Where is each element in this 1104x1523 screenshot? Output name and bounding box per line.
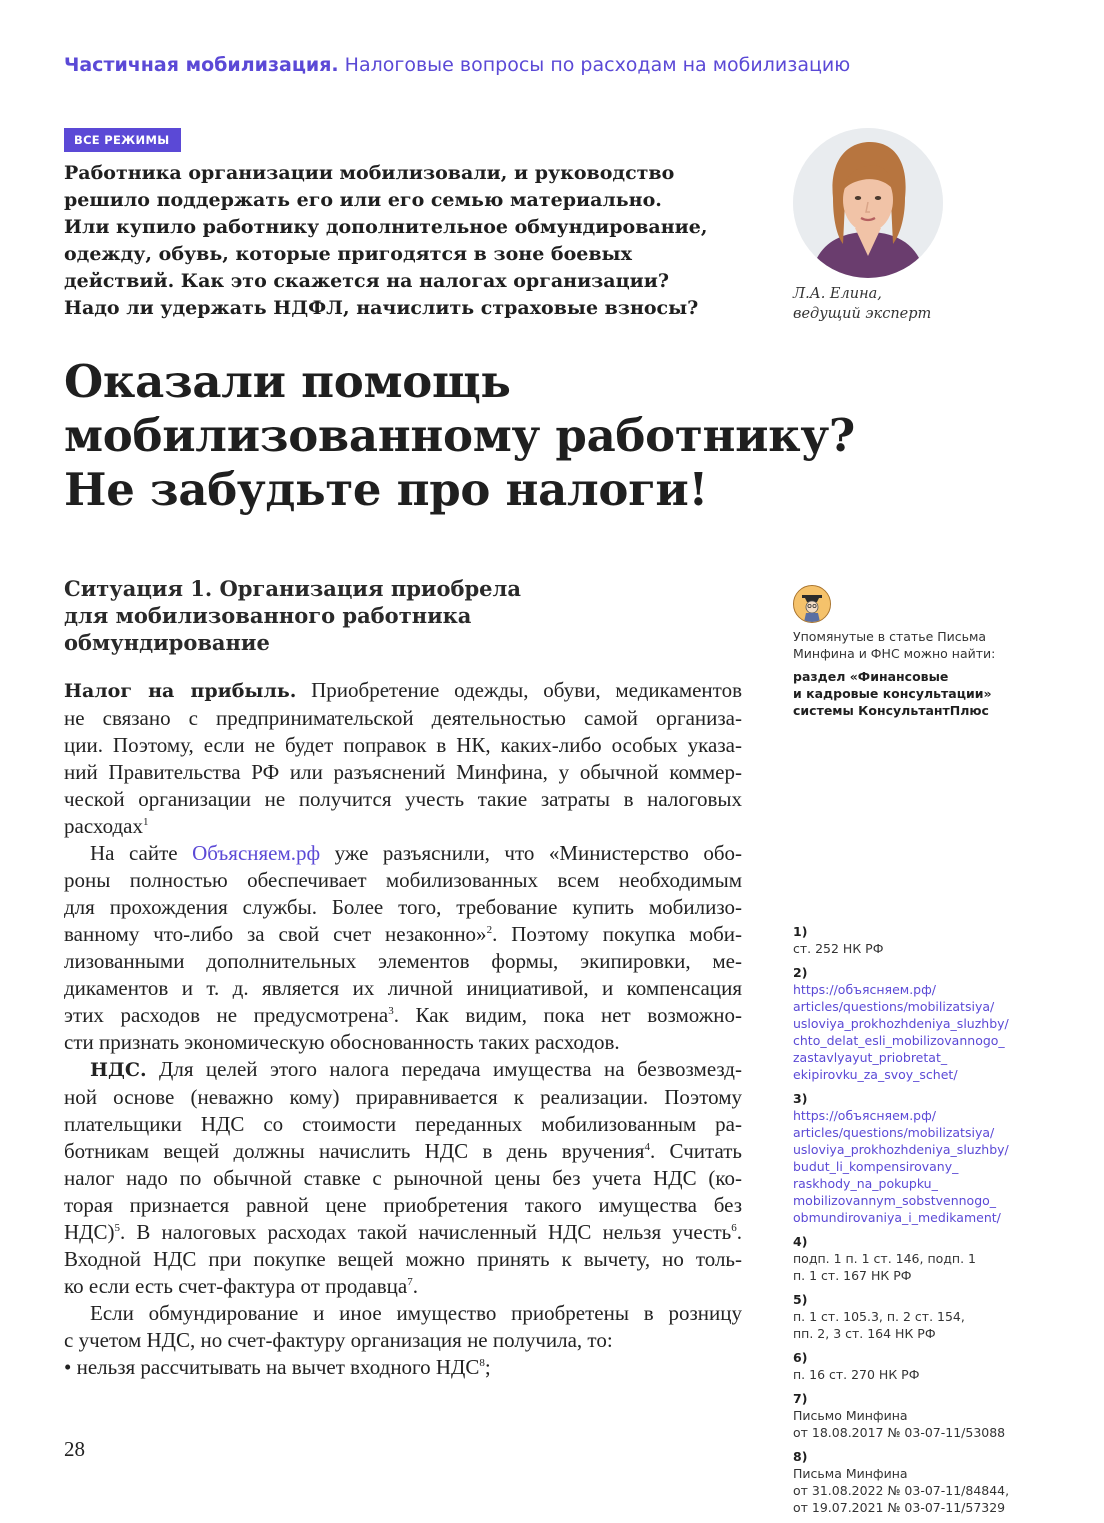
body-line: На сайте Объясняем.рф уже разъяснили, что «Министерство обо- bbox=[90, 841, 743, 865]
lead-line: Или купило работнику дополнительное обмундирование, bbox=[64, 216, 708, 238]
body-line: ко если есть счет-фактура от продавца$^7$. bbox=[64, 1274, 418, 1298]
footnote-3-link[interactable]: https://объясняем.рф/ bbox=[793, 1108, 937, 1123]
body-line: Налог на прибыль. Приобретение одежды, обуви, медикаментов bbox=[64, 678, 742, 702]
footnote-ref: 2 bbox=[486, 924, 493, 936]
body-line: налог надо по обычной ставке с рыночной цены без учета НДС (ко- bbox=[64, 1166, 742, 1190]
situation-line: обмундирование bbox=[64, 630, 270, 655]
author-role: ведущий эксперт bbox=[793, 306, 932, 322]
obyasnyaem-link[interactable]: Объясняем.рф bbox=[192, 841, 321, 865]
lead-paragraph bbox=[64, 160, 764, 322]
vat-label: НДС. bbox=[90, 1059, 147, 1081]
body-line: НДС. Для целей этого налога передача имущества на безвозмезд- bbox=[90, 1057, 742, 1081]
footnote-2: 2) https://объясняем.рф/ articles/questions/mobilizatsiya/ usloviya_prokhozhdeniya_sluzhby/ chto_delat_esli_mobilizovannogo_ zastavlyayut_priobretat_ ekipirovku_za_svoy_schet/ bbox=[793, 964, 1043, 1083]
body-line: ческой организации не получится учесть такие затраты в налоговых bbox=[64, 787, 742, 811]
footnote-4: 4) подп. 1 п. 1 ст. 146, подп. 1 п. 1 ст. 167 НК РФ bbox=[793, 1234, 976, 1283]
profit-tax-label: Налог на прибыль. bbox=[64, 680, 297, 702]
lead-line: Работника организации мобилизовали, и руководство bbox=[64, 162, 675, 184]
side-note-line: Минфина и ФНС можно найти: bbox=[793, 646, 996, 661]
bullet-item: • нельзя рассчитывать на вычет входного НДС$^8$; bbox=[64, 1355, 491, 1379]
footnote-ref: 3 bbox=[388, 1005, 394, 1017]
footnote-ref: 7 bbox=[407, 1276, 413, 1288]
title-line: мобилизованному работнику? bbox=[64, 409, 855, 462]
running-header-section: Частичная мобилизация. bbox=[64, 54, 339, 76]
article-body bbox=[64, 677, 742, 1381]
side-note-bold-line: и кадровые консультации» bbox=[793, 686, 992, 701]
footnote-ref: 1 bbox=[142, 816, 149, 828]
title-line: Оказали помощь bbox=[64, 355, 511, 408]
footnote-ref: 8 bbox=[479, 1357, 485, 1369]
body-line: ной основе (неважно кому) приравнивается к реализации. Поэтому bbox=[64, 1085, 742, 1109]
author-photo bbox=[793, 128, 943, 278]
running-header bbox=[64, 54, 850, 76]
body-line: НДС)$^5$. В налоговых расходах такой начисленный НДС нельзя учесть$^6$. bbox=[64, 1220, 742, 1244]
footnote-ref: 6 bbox=[731, 1222, 737, 1234]
body-line: лизованными дополнительных элементов формы, экипировки, ме- bbox=[64, 949, 742, 973]
sidebar-note bbox=[793, 628, 1033, 719]
lead-line: Надо ли удержать НДФЛ, начислить страховые взносы? bbox=[64, 297, 699, 319]
body-line: сти признать экономическую обоснованность таких расходов. bbox=[64, 1030, 620, 1054]
page-number: 28 bbox=[64, 1437, 85, 1461]
lead-line: действий. Как это скажется на налогах организации? bbox=[64, 270, 669, 292]
footnote-ref: 4 bbox=[644, 1141, 650, 1153]
body-line: торая признается равной цене приобретения такого имущества без bbox=[64, 1193, 742, 1217]
body-line: этих расходов не предусмотрена$^3$. Как видим, пока нет возможно- bbox=[64, 1003, 742, 1027]
body-line: не связано с предпринимательской деятельностью самой организа- bbox=[64, 706, 742, 730]
body-line: Если обмундирование и иное имущество приобретены в розницу bbox=[90, 1301, 742, 1325]
bullet-icon: • bbox=[64, 1355, 72, 1379]
situation-heading bbox=[64, 575, 521, 656]
footnote-8: 8) Письма Минфина от 31.08.2022 № 03-07-11/84844, от 19.07.2021 № 03-07-11/57329 bbox=[793, 1449, 1010, 1515]
author-name: Л.А. Елина, bbox=[793, 286, 882, 302]
side-note-line: Упомянутые в статье Письма bbox=[793, 629, 987, 644]
title-line: Не забудьте про налоги! bbox=[64, 463, 708, 516]
author-caption bbox=[793, 284, 931, 324]
footnote-ref: 5 bbox=[114, 1222, 120, 1234]
body-line: дикаментов и т. д. является их личной инициативой, и компенсация bbox=[64, 976, 742, 1000]
side-note-bold-line: раздел «Финансовые bbox=[793, 669, 949, 684]
author-portrait-icon bbox=[793, 128, 943, 278]
footnote-3: 3) https://объясняем.рф/ articles/questions/mobilizatsiya/ usloviya_prokhozhdeniya_sluzhby/ budut_li_kompensirovany_ raskhody_na_pokupku_ mobilizovannym_sobstvennogo_ obmundirovaniya_i_medikament/ bbox=[793, 1090, 1043, 1226]
footnote-6: 6) п. 16 ст. 270 НК РФ bbox=[793, 1350, 920, 1382]
scholar-icon bbox=[794, 586, 830, 622]
footnote-7: 7) Письмо Минфина от 18.08.2017 № 03-07-11/53088 bbox=[793, 1391, 1006, 1440]
situation-line: Ситуация 1. Организация приобрела bbox=[64, 576, 521, 601]
lead-line: решило поддержать его или его семью материально. bbox=[64, 189, 662, 211]
body-line: плательщики НДС со стоимости переданных мобилизованным ра- bbox=[64, 1112, 742, 1136]
body-line: ний Правительства РФ или разъяснений Минфина, у обычной коммер- bbox=[64, 760, 742, 784]
regime-badge: ВСЕ РЕЖИМЫ bbox=[64, 128, 181, 152]
footnotes bbox=[793, 923, 1043, 1523]
situation-line: для мобилизованного работника bbox=[64, 603, 472, 628]
body-line: ции. Поэтому, если не будет поправок в НК, каких-либо особых указа- bbox=[64, 733, 742, 757]
footnote-1: 1) ст. 252 НК РФ bbox=[793, 924, 884, 956]
body-line: ванному что-либо за свой счет незаконно»$^2$. Поэтому покупка моби- bbox=[64, 922, 742, 946]
body-line: ботникам вещей должны начислить НДС в день вручения$^4$. Считать bbox=[64, 1139, 742, 1163]
body-line: для прохождения службы. Более того, требование купить мобилизо- bbox=[64, 895, 742, 919]
article-title bbox=[64, 355, 1064, 517]
body-line: Входной НДС при покупке вещей можно принять к вычету, но толь- bbox=[64, 1247, 742, 1271]
body-line: роны полностью обеспечивает мобилизованных всем необходимым bbox=[64, 868, 742, 892]
footnote-5: 5) п. 1 ст. 105.3, п. 2 ст. 154, пп. 2, 3 ст. 164 НК РФ bbox=[793, 1292, 965, 1341]
consultant-plus-icon bbox=[793, 585, 831, 623]
side-note-bold-line: системы КонсультантПлюс bbox=[793, 703, 989, 718]
body-line: расходах$^1$ bbox=[64, 814, 149, 838]
lead-line: одежду, обувь, которые пригодятся в зоне боевых bbox=[64, 243, 632, 265]
running-header-topic: Налоговые вопросы по расходам на мобилизацию bbox=[338, 54, 851, 76]
footnote-2-link[interactable]: https://объясняем.рф/ bbox=[793, 982, 937, 997]
body-line: с учетом НДС, но счет-фактуру организация не получила, то: bbox=[64, 1328, 613, 1352]
